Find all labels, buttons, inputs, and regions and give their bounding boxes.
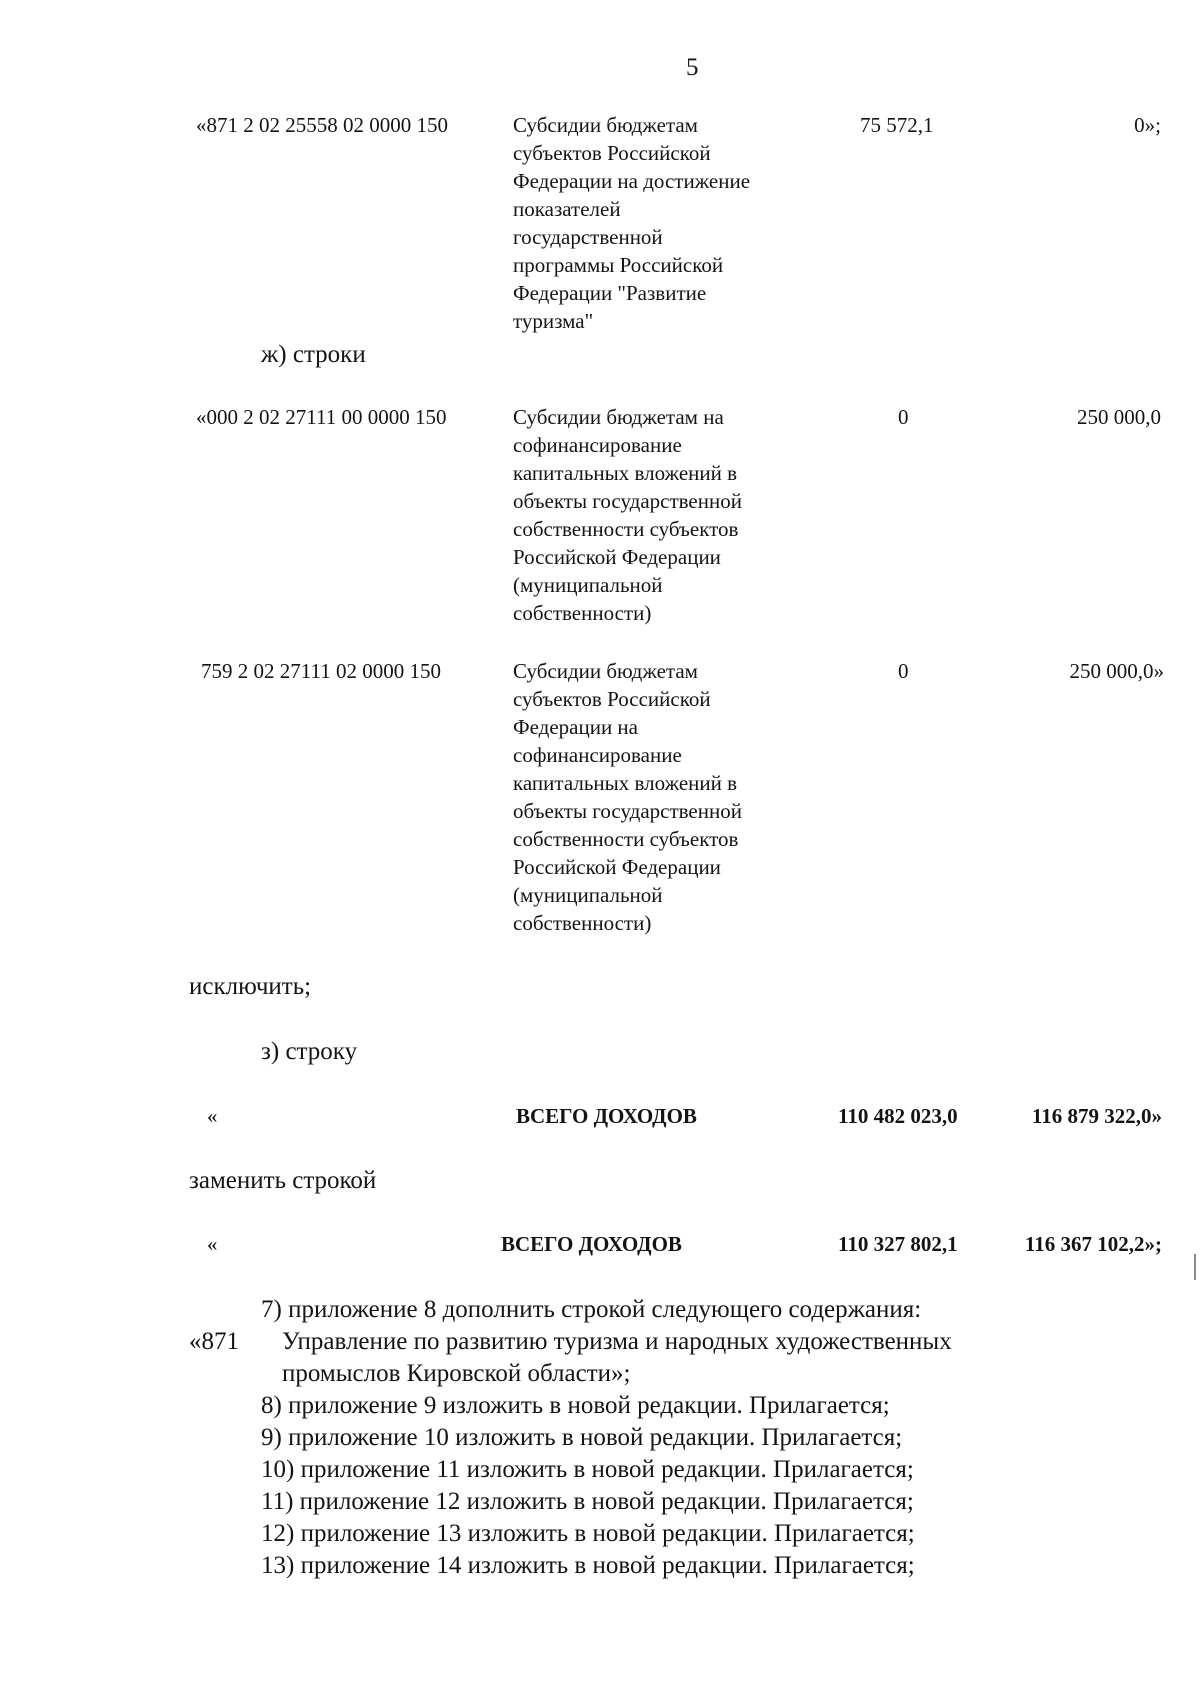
list-item: 13) приложение 14 изложить в новой редакции. Прилагается;: [261, 1552, 915, 1579]
exclude-text: исключить;: [189, 973, 312, 1000]
desc-line: капитальных вложений в: [513, 461, 738, 485]
desc-line: Федерации на достижение: [513, 169, 751, 193]
page-number: 5: [686, 54, 699, 81]
list-item: 9) приложение 10 изложить в новой редакции. Прилагается;: [261, 1424, 903, 1451]
desc-line: Субсидии бюджетам: [513, 659, 698, 683]
total-new-label: ВСЕГО ДОХОДОВ: [501, 1232, 682, 1256]
desc-line: (муниципальной: [513, 573, 663, 597]
total-new-value-2: 116 367 102,2»;: [1024, 1232, 1162, 1256]
list-item: 8) приложение 9 изложить в новой редакции. Прилагается;: [261, 1392, 890, 1419]
item-7-text-line: промыслов Кировской области»;: [282, 1360, 631, 1387]
total-old-quote: «: [207, 1104, 218, 1128]
row2-code: «000 2 02 27111 00 0000 150: [196, 405, 447, 429]
total-new-quote: «: [207, 1232, 218, 1256]
desc-line: капитальных вложений в: [513, 771, 738, 795]
row3-code: 759 2 02 27111 02 0000 150: [201, 659, 441, 683]
desc-line: субъектов Российской: [513, 141, 711, 165]
desc-line: софинансирование: [513, 743, 682, 767]
margin-mark: [1194, 1254, 1196, 1280]
item-7-text-line: Управление по развитию туризма и народных художественных: [282, 1328, 952, 1355]
desc-line: Федерации "Развитие: [513, 281, 707, 305]
desc-line: Российской Федерации: [513, 855, 721, 879]
row3-value-1: 0: [898, 659, 909, 683]
item-7: 7) приложение 8 дополнить строкой следующего содержания:: [261, 1296, 922, 1323]
desc-line: программы Российской: [513, 253, 724, 277]
desc-line: (муниципальной: [513, 883, 663, 907]
desc-line: собственности субъектов: [513, 517, 739, 541]
replace-text: заменить строкой: [189, 1167, 377, 1194]
item-z: з) строку: [261, 1038, 358, 1065]
desc-line: Федерации на: [513, 715, 638, 739]
total-new-value-1: 110 327 802,1: [838, 1232, 958, 1256]
desc-line: Российской Федерации: [513, 545, 721, 569]
desc-line: государственной: [513, 225, 663, 249]
row3-description: [513, 657, 813, 937]
row2-value-1: 0: [898, 405, 909, 429]
desc-line: софинансирование: [513, 433, 682, 457]
row3-value-2: 250 000,0»: [1069, 659, 1164, 683]
item-zh: ж) строки: [261, 341, 366, 368]
row2-value-2: 250 000,0: [1077, 405, 1161, 429]
list-item: 12) приложение 13 изложить в новой редакции. Прилагается;: [261, 1520, 915, 1547]
desc-line: Субсидии бюджетам: [513, 113, 698, 137]
desc-line: собственности): [513, 601, 652, 625]
desc-line: показателей: [513, 197, 621, 221]
desc-line: объекты государственной: [513, 799, 742, 823]
desc-line: собственности субъектов: [513, 827, 739, 851]
row2-description: [513, 403, 813, 627]
row1-code: «871 2 02 25558 02 0000 150: [196, 113, 448, 137]
list-item: 11) приложение 12 изложить в новой редакции. Прилагается;: [261, 1488, 914, 1515]
total-old-value-2: 116 879 322,0»: [1031, 1104, 1162, 1128]
list-item: 10) приложение 11 изложить в новой редакции. Прилагается;: [261, 1456, 914, 1483]
desc-line: туризма": [513, 309, 594, 333]
row1-description: [513, 111, 813, 335]
total-old-label: ВСЕГО ДОХОДОВ: [516, 1104, 697, 1128]
item-7-code: «871: [189, 1328, 239, 1355]
desc-line: объекты государственной: [513, 489, 742, 513]
row1-value-2: 0»;: [1134, 113, 1161, 137]
desc-line: Субсидии бюджетам на: [513, 405, 724, 429]
row1-value-1: 75 572,1: [860, 113, 934, 137]
total-old-value-1: 110 482 023,0: [838, 1104, 958, 1128]
desc-line: субъектов Российской: [513, 687, 711, 711]
desc-line: собственности): [513, 911, 652, 935]
